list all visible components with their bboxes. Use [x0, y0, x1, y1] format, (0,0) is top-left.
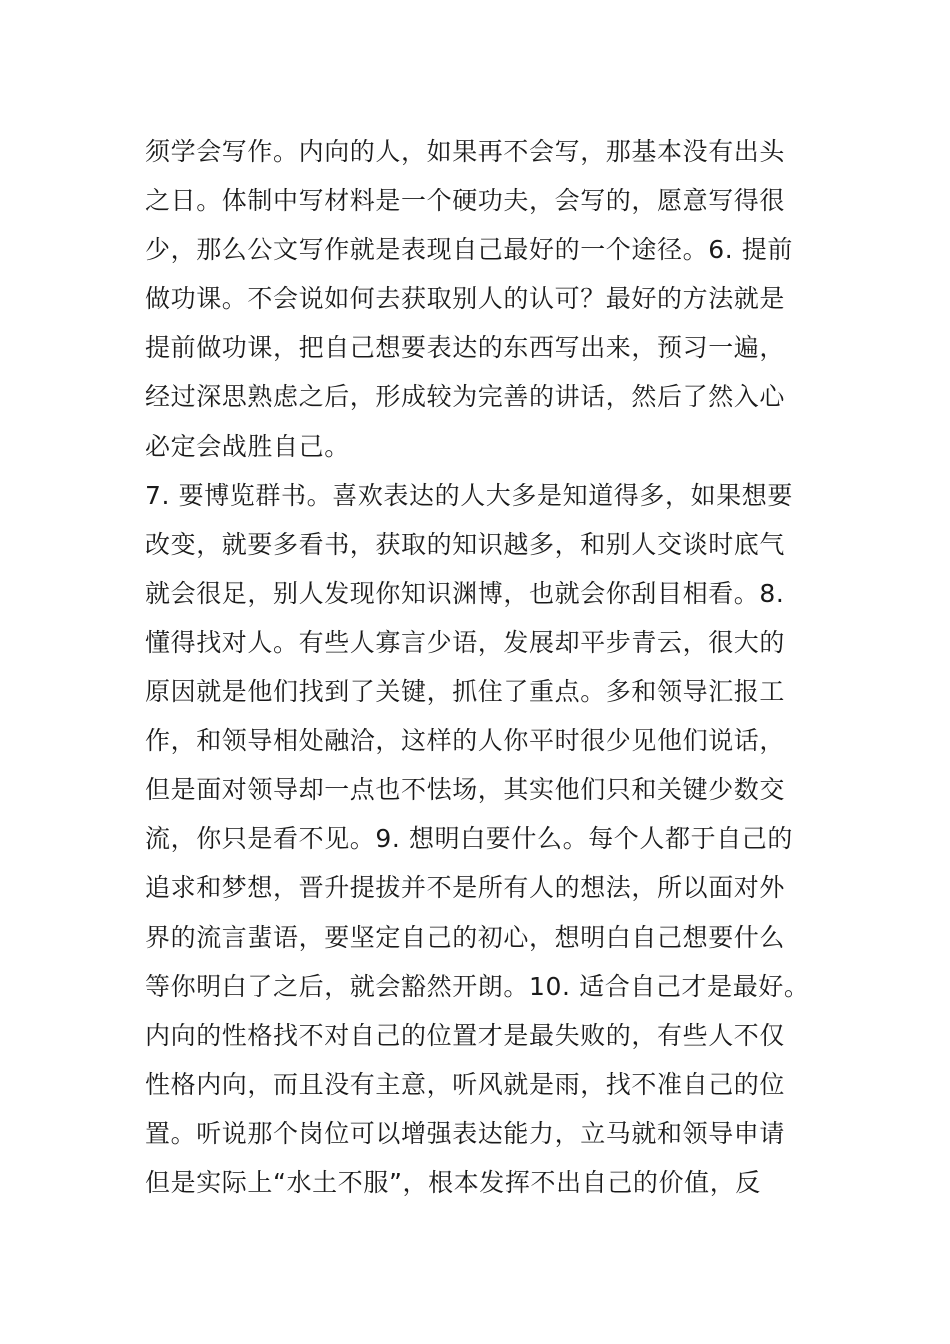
text-line: 改变，就要多看书，获取的知识越多，和别人交谈时底气	[145, 529, 786, 559]
text-line: 经过深思熟虑之后，形成较为完善的讲话，然后了然入心	[145, 382, 786, 412]
body-text	[145, 127, 825, 1207]
text-line: 提前做功课，把自己想要表达的东西写出来，预习一遍，	[145, 333, 786, 363]
text-line: 少，那么公文写作就是表现自己最好的一个途径。6. 提前	[145, 235, 794, 265]
text-line: 但是面对领导却一点也不怯场，其实他们只和关键少数交	[145, 775, 786, 805]
text-line: 做功课。不会说如何去获取别人的认可？最好的方法就是	[145, 284, 786, 314]
text-line: 流，你只是看不见。9. 想明白要什么。每个人都于自己的	[145, 824, 794, 854]
text-line: 但是实际上“水土不服”，根本发挥不出自己的价值，反	[145, 1167, 761, 1197]
text-line: 之日。体制中写材料是一个硬功夫，会写的，愿意写得很	[145, 186, 786, 216]
text-line: 内向的性格找不对自己的位置才是最失败的，有些人不仅	[145, 1020, 786, 1050]
text-line: 必定会战胜自己。	[145, 431, 350, 461]
text-line: 性格内向，而且没有主意，听风就是雨，找不准自己的位	[145, 1069, 786, 1099]
text-line: 置。听说那个岗位可以增强表达能力，立马就和领导申请	[145, 1118, 786, 1148]
text-line: 追求和梦想，晋升提拔并不是所有人的想法，所以面对外	[145, 873, 786, 903]
text-line: 7. 要博览群书。喜欢表达的人大多是知道得多，如果想要	[145, 480, 794, 510]
text-line: 就会很足，别人发现你知识渊博，也就会你刮目相看。8.	[145, 578, 785, 608]
text-line: 须学会写作。内向的人，如果再不会写，那基本没有出头	[145, 137, 786, 166]
text-line: 作，和领导相处融洽，这样的人你平时很少见他们说话，	[145, 726, 786, 756]
text-line: 原因就是他们找到了关键，抓住了重点。多和领导汇报工	[145, 677, 786, 707]
text-line: 懂得找对人。有些人寡言少语，发展却平步青云，很大的	[145, 627, 786, 657]
text-line: 界的流言蜚语，要坚定自己的初心，想明白自己想要什么	[145, 922, 786, 952]
text-line: 等你明白了之后，就会豁然开朗。10. 适合自己才是最好。	[145, 971, 810, 1001]
